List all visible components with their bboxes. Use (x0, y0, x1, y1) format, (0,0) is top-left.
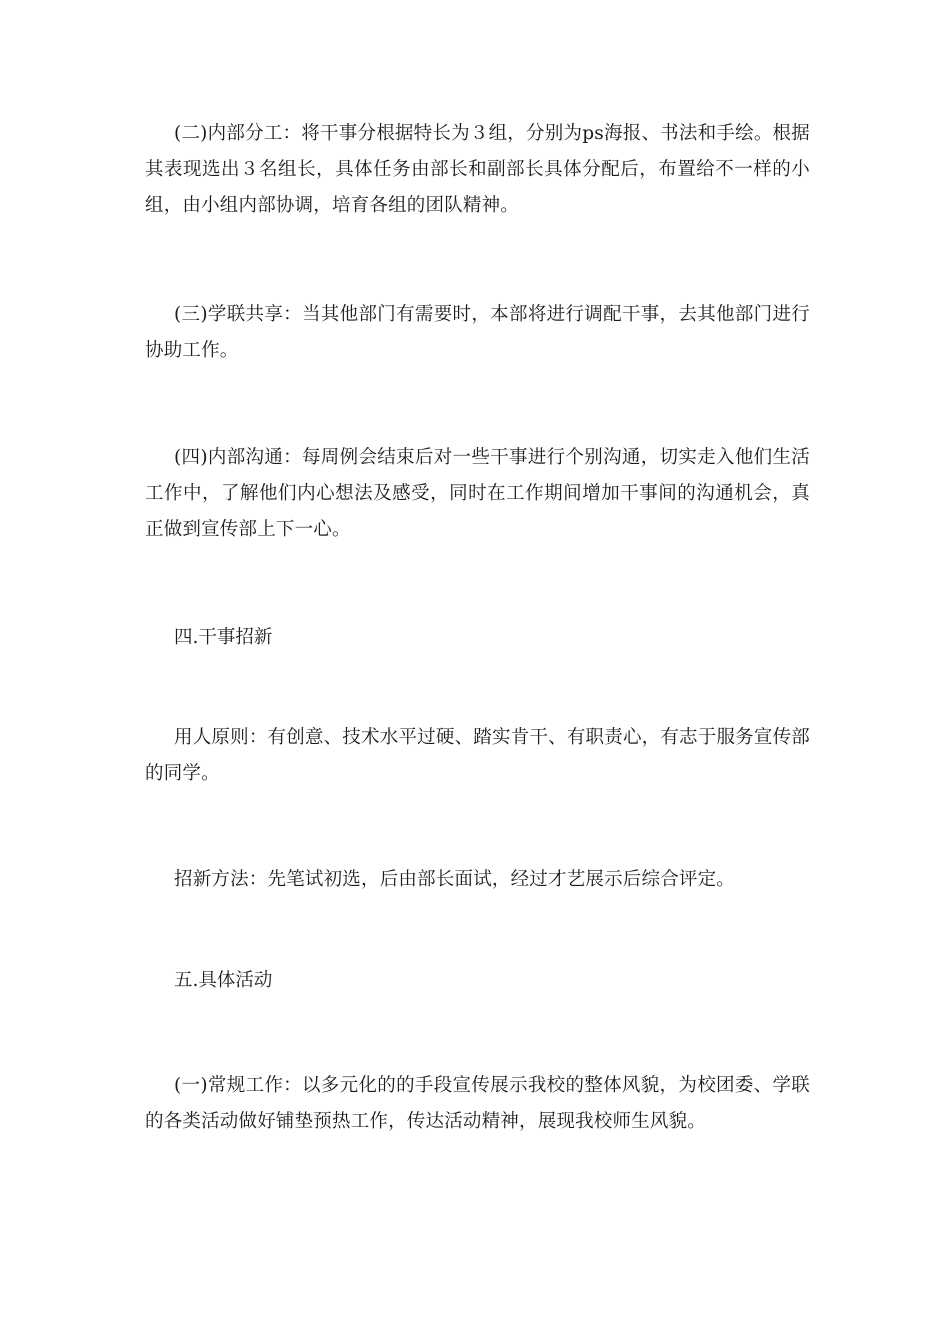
paragraph-recruitment-method: 招新方法：先笔试初选，后由部长面试，经过才艺展示后综合评定。 (174, 869, 736, 890)
heading-staff-recruitment: 四.干事招新 (174, 627, 273, 648)
paragraph-hiring-principle: 用人原则：有创意、技术水平过硬、踏实肯干、有职责心，有志于服务宣传部的同学。 (145, 727, 810, 784)
paragraph-internal-communication: (四)内部沟通：每周例会结束后对一些干事进行个别沟通，切实走入他们生活工作中，了解他们内心想法及感受，同时在工作期间增加干事间的沟通机会，真正做到宣传部上下一心。 (145, 447, 810, 540)
heading-specific-activities: 五.具体活动 (174, 970, 273, 991)
paragraph-routine-work: (一)常规工作：以多元化的的手段宣传展示我校的整体风貌，为校团委、学联的各类活动做好铺垫预热工作，传达活动精神，展现我校师生风貌。 (145, 1075, 810, 1132)
paragraph-internal-division: (二)内部分工：将干事分根据特长为３组，分别为ps海报、书法和手绘。根据其表现选出３名组长，具体任务由部长和副部长具体分配后，布置给不一样的小组，由小组内部协调，培育各组的团队精神。 (145, 123, 810, 216)
paragraph-union-sharing: (三)学联共享：当其他部门有需要时，本部将进行调配干事，去其他部门进行协助工作。 (145, 304, 810, 361)
